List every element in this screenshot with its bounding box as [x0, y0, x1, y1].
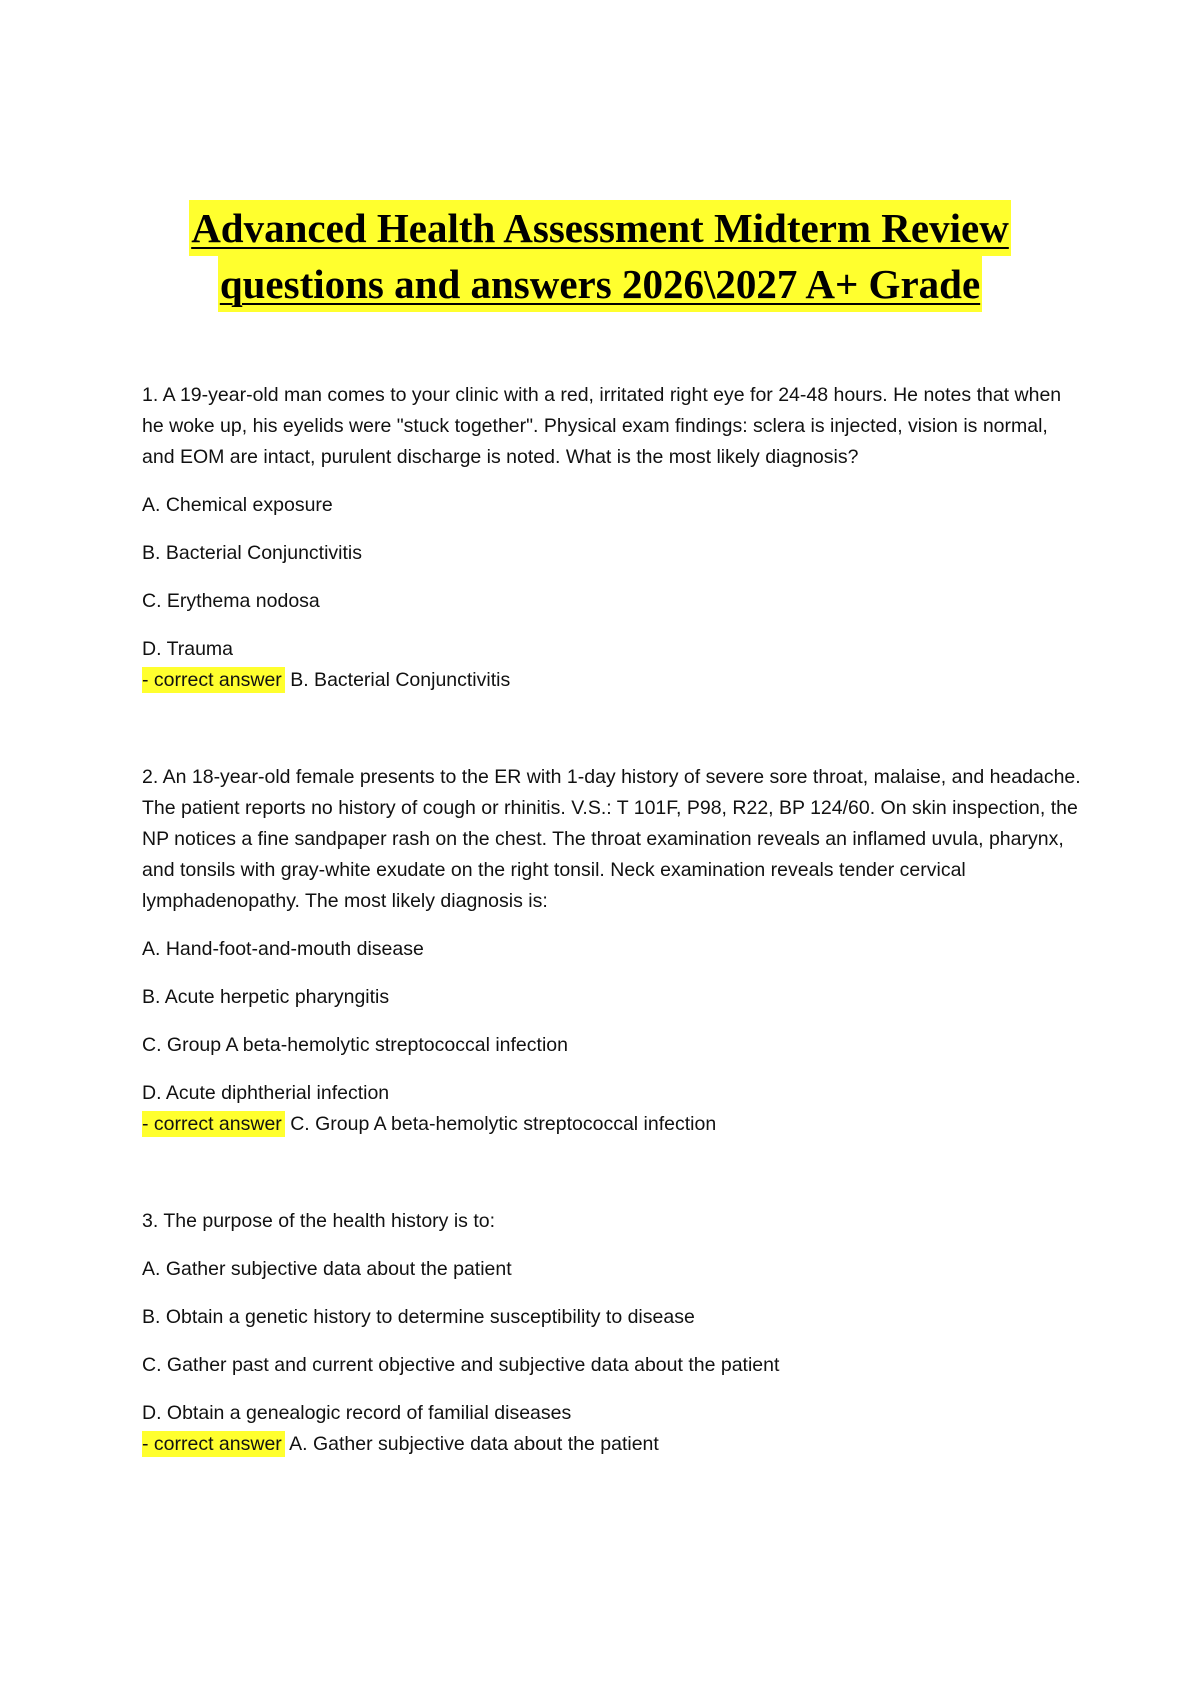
option-c: C. Group A beta-hemolytic streptococcal infection [142, 1034, 568, 1056]
option-b: B. Bacterial Conjunctivitis [142, 542, 363, 564]
correct-answer-tag: - correct answer [142, 1431, 285, 1457]
question-2 [142, 762, 1082, 1140]
correct-answer-line [142, 665, 1082, 696]
option-c: C. Gather past and current objective and subjective data about the patient [142, 1354, 780, 1376]
question-stem: 1. A 19-year-old man comes to your clinic with a red, irritated right eye for 24-48 hours. He notes that when he woke up, his eyelids were "stuck together". Physical exam findings: sclera is injected, vision is normal, and EOM are intact, purulent discharge is noted. What is the most likely diagnosis? [142, 384, 1062, 468]
question-3 [142, 1206, 1082, 1460]
document-title [0, 200, 1200, 312]
correct-answer-line [142, 1429, 1082, 1460]
option-a: A. Chemical exposure [142, 494, 333, 516]
title-line-2: questions and answers 2026\2027 A+ Grade [218, 256, 982, 312]
correct-answer-text: C. Group A beta-hemolytic streptococcal infection [290, 1113, 717, 1135]
correct-answer-line [142, 1109, 1082, 1140]
option-d: D. Trauma [142, 638, 234, 660]
correct-answer-tag: - correct answer [142, 667, 285, 693]
option-d: D. Obtain a genealogic record of familial diseases [142, 1402, 572, 1424]
questions-list [142, 380, 1082, 1526]
correct-answer-tag: - correct answer [142, 1111, 285, 1137]
option-a: A. Hand-foot-and-mouth disease [142, 938, 424, 960]
option-a: A. Gather subjective data about the patient [142, 1258, 512, 1280]
option-c: C. Erythema nodosa [142, 590, 320, 612]
correct-answer-text: B. Bacterial Conjunctivitis [290, 669, 511, 691]
question-stem: 2. An 18-year-old female presents to the ER with 1-day history of severe sore throat, malaise, and headache. The patient reports no history of cough or rhinitis. V.S.: T 101F, P98, R22, BP 124/60. On skin inspection, the NP notices a fine sandpaper rash on the chest. The throat examination reveals an inflamed uvula, pharynx, and tonsils with gray-white exudate on the right tonsil. Neck examination reveals tender cervical lymphadenopathy. The most likely diagnosis is: [142, 766, 1081, 912]
title-line-1: Advanced Health Assessment Midterm Review [189, 200, 1011, 256]
option-b: B. Obtain a genetic history to determine susceptibility to disease [142, 1306, 695, 1328]
option-d: D. Acute diphtherial infection [142, 1082, 390, 1104]
question-stem: 3. The purpose of the health history is to: [142, 1210, 496, 1232]
correct-answer-text: A. Gather subjective data about the patient [289, 1433, 659, 1455]
question-1 [142, 380, 1082, 696]
option-b: B. Acute herpetic pharyngitis [142, 986, 390, 1008]
